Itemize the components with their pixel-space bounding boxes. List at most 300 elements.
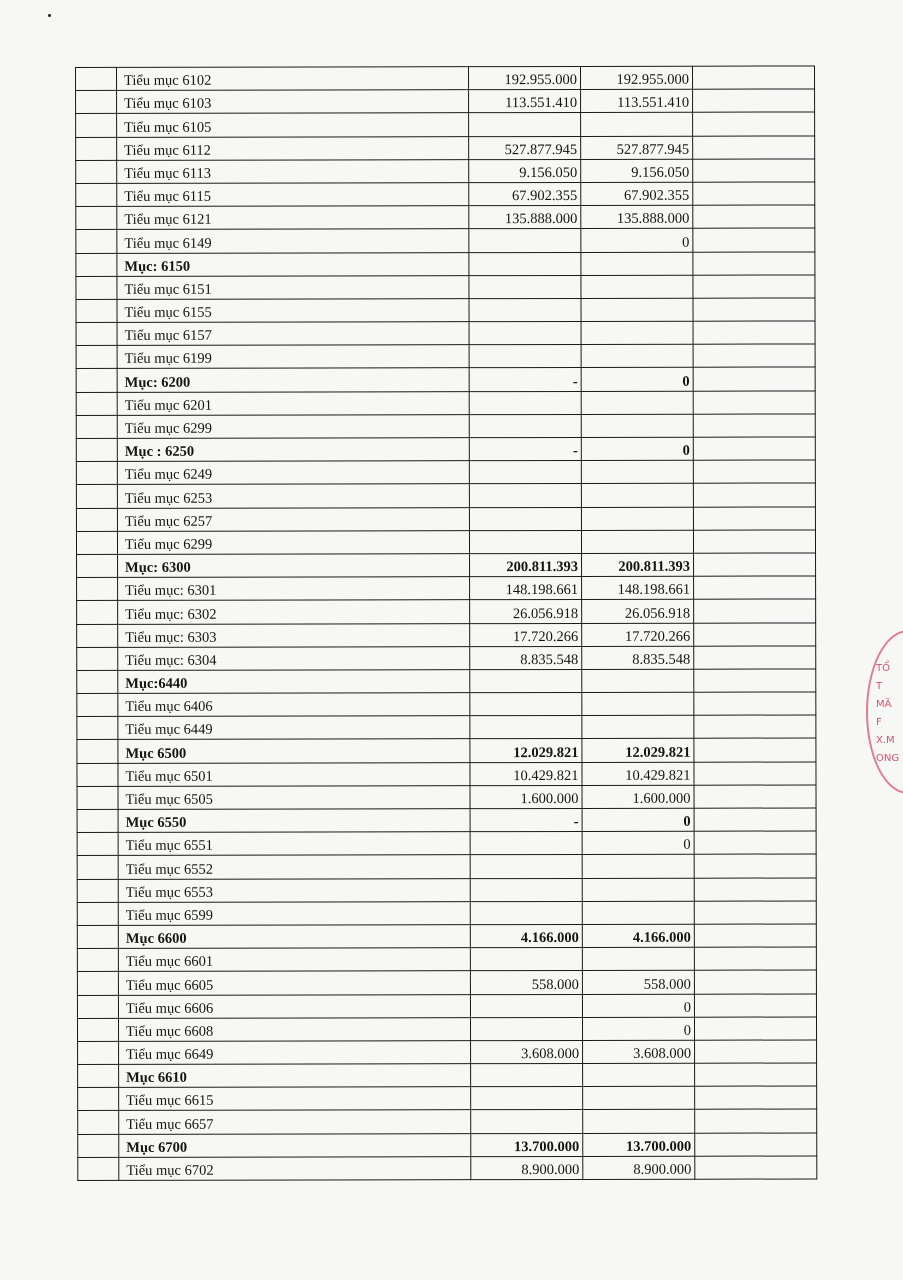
estimate-value-cell <box>469 322 581 345</box>
item-label-cell <box>118 925 470 949</box>
table-row <box>77 669 816 694</box>
actual-value-cell <box>581 530 693 553</box>
note-cell <box>694 785 816 808</box>
stt-cell <box>77 578 118 601</box>
estimate-value-cell <box>470 762 582 785</box>
estimate-value-text: 13.700.000 <box>513 1138 580 1155</box>
estimate-value-cell <box>470 855 582 878</box>
note-cell <box>693 321 815 344</box>
actual-value-text: 4.166.000 <box>632 929 691 946</box>
item-label-text: Mục: 6300 <box>125 559 191 577</box>
actual-value-text: 1.600.000 <box>632 790 691 807</box>
stt-cell <box>76 462 117 485</box>
actual-value-cell <box>582 994 694 1017</box>
scan-speck <box>48 14 51 17</box>
stt-cell <box>78 1064 119 1087</box>
item-label-text: Tiểu mục: 6303 <box>125 629 217 646</box>
estimate-value-text: 9.156.050 <box>519 164 578 182</box>
item-label-text: Tiểu mục 6157 <box>124 327 212 345</box>
item-label-cell <box>117 322 469 346</box>
item-label-text: Tiểu mục 6149 <box>124 235 212 252</box>
actual-value-cell <box>583 1040 695 1063</box>
item-label-text: Tiểu mục 6199 <box>124 351 212 368</box>
stt-cell <box>76 276 117 299</box>
note-cell <box>694 599 816 622</box>
estimate-value-cell <box>469 136 581 159</box>
table-row <box>77 715 816 740</box>
item-label-text: Tiểu mục 6615 <box>126 1093 214 1110</box>
actual-value-cell <box>582 924 694 947</box>
item-label-cell <box>117 391 469 415</box>
actual-value-cell <box>583 1156 695 1179</box>
item-label-text: Mục 6500 <box>125 745 187 762</box>
actual-value-cell <box>581 89 693 112</box>
item-label-cell <box>118 646 470 670</box>
note-cell <box>694 901 816 924</box>
actual-value-text: 67.902.355 <box>624 187 690 204</box>
table-row <box>76 367 815 392</box>
note-cell <box>693 414 815 437</box>
table-row <box>76 275 815 300</box>
actual-value-text: 9.156.050 <box>631 164 690 181</box>
estimate-value-cell <box>469 252 581 275</box>
stt-cell <box>78 1041 119 1064</box>
note-cell <box>693 251 815 274</box>
item-label-cell <box>117 252 469 276</box>
stt-cell <box>77 902 118 925</box>
table-row <box>76 437 815 462</box>
item-label-text: Tiểu mục 6113 <box>124 165 211 182</box>
actual-value-cell <box>582 901 694 924</box>
item-label-cell <box>119 1110 471 1134</box>
estimate-value-cell <box>469 159 581 182</box>
item-label-text: Tiểu mục 6151 <box>124 281 212 298</box>
stt-cell <box>77 995 118 1018</box>
actual-value-cell <box>580 66 692 89</box>
stt-cell <box>77 624 118 647</box>
note-cell <box>694 947 816 970</box>
note-cell <box>694 669 816 692</box>
estimate-value-text: 148.198.661 <box>505 582 579 599</box>
item-label-cell <box>118 716 470 740</box>
estimate-value-cell <box>470 901 582 924</box>
note-cell <box>693 159 815 182</box>
actual-value-text: 0 <box>683 813 691 830</box>
actual-value-cell <box>583 1133 695 1156</box>
actual-value-text: 8.900.000 <box>633 1161 692 1178</box>
item-label-text: Mục: 6200 <box>124 374 191 391</box>
item-label-cell <box>118 971 470 995</box>
note-cell <box>694 715 816 738</box>
item-label-cell <box>118 994 470 1018</box>
table-row <box>77 901 816 926</box>
stt-cell <box>76 508 117 531</box>
item-label-cell <box>117 229 469 253</box>
actual-value-text: 0 <box>683 999 691 1016</box>
budget-table-body <box>76 66 817 1181</box>
table-row <box>77 576 816 601</box>
table-row <box>77 646 816 671</box>
note-cell <box>695 1133 817 1156</box>
item-label-text: Tiểu mục 6155 <box>124 304 212 321</box>
table-row <box>76 507 815 532</box>
note-cell <box>693 437 815 460</box>
actual-value-text: 558.000 <box>643 976 691 993</box>
stt-cell <box>76 183 117 206</box>
table-row <box>76 321 815 346</box>
actual-value-cell <box>581 182 693 205</box>
stt-cell <box>76 369 117 392</box>
stt-cell <box>76 485 117 508</box>
table-row <box>77 970 816 995</box>
note-cell <box>694 576 816 599</box>
item-label-cell <box>119 1133 471 1157</box>
item-label-cell <box>117 183 469 207</box>
item-label-text: Tiểu mục 6121 <box>124 212 212 229</box>
estimate-value-text: 527.877.945 <box>504 141 578 158</box>
estimate-value-text: - <box>573 814 579 831</box>
item-label-text: Mục : 6250 <box>124 443 195 461</box>
item-label-cell <box>119 1041 471 1065</box>
item-label-cell <box>117 368 469 392</box>
actual-value-cell <box>582 715 694 738</box>
note-cell <box>695 1086 817 1109</box>
estimate-value-text: 135.888.000 <box>504 211 578 228</box>
actual-value-text: 0 <box>682 442 690 459</box>
note-cell <box>694 993 816 1016</box>
stt-cell <box>77 786 118 809</box>
estimate-value-cell <box>470 808 582 831</box>
actual-value-cell <box>582 600 694 623</box>
note-cell <box>694 924 816 947</box>
item-label-text: Tiểu mục 6112 <box>124 142 211 159</box>
actual-value-cell <box>582 646 694 669</box>
item-label-text: Tiểu mục: 6302 <box>125 606 217 623</box>
stt-cell <box>77 809 118 832</box>
table-row <box>76 228 815 253</box>
estimate-value-text: 8.835.548 <box>520 651 579 668</box>
actual-value-cell <box>583 1086 695 1109</box>
note-cell <box>694 831 816 854</box>
note-cell <box>693 112 815 135</box>
item-label-cell <box>118 554 470 578</box>
item-label-cell <box>118 785 470 809</box>
item-label-cell <box>117 159 469 183</box>
actual-value-cell <box>581 136 693 159</box>
estimate-value-cell <box>470 739 582 762</box>
stt-cell <box>77 972 118 995</box>
note-cell <box>693 298 815 321</box>
table-row <box>78 1086 817 1111</box>
estimate-value-text: 67.902.355 <box>512 188 578 205</box>
estimate-value-text: 10.429.821 <box>513 767 579 784</box>
note-cell <box>695 1109 817 1132</box>
actual-value-cell <box>581 298 693 321</box>
item-label-text: Tiểu mục 6449 <box>125 722 213 739</box>
item-label-text: Tiểu mục 6253 <box>124 490 213 507</box>
item-label-cell <box>117 90 469 114</box>
actual-value-cell <box>581 275 693 298</box>
estimate-value-cell <box>470 1017 582 1040</box>
item-label-text: Tiểu mục 6657 <box>126 1116 214 1133</box>
actual-value-text: 148.198.661 <box>617 582 691 599</box>
table-row <box>76 112 815 137</box>
table-row <box>76 530 815 555</box>
table-row <box>78 1040 817 1065</box>
stt-cell <box>77 1018 118 1041</box>
item-label-text: Tiểu mục 6649 <box>126 1046 214 1063</box>
note-cell <box>693 275 815 298</box>
actual-value-cell <box>581 507 693 530</box>
table-row <box>76 483 815 508</box>
table-row <box>76 251 815 276</box>
table-row <box>77 924 816 949</box>
item-label-text: Tiểu mục 6299 <box>124 420 213 437</box>
note-cell <box>694 553 816 576</box>
item-label-cell <box>119 1156 471 1180</box>
estimate-value-text: - <box>572 373 578 390</box>
item-label-text: Tiểu mục 6505 <box>125 791 213 808</box>
stt-cell <box>77 856 118 879</box>
stt-cell <box>76 230 117 253</box>
stt-cell <box>77 670 118 693</box>
item-label-text: Tiểu mục 6257 <box>124 513 213 530</box>
stt-cell <box>76 392 117 415</box>
actual-value-cell <box>581 437 693 460</box>
stt-cell <box>78 1111 119 1134</box>
item-label-cell <box>118 577 470 601</box>
item-label-text: Tiểu mục 6406 <box>125 698 213 716</box>
table-row <box>76 391 815 416</box>
note-cell <box>694 854 816 877</box>
actual-value-cell <box>581 159 693 182</box>
note-cell <box>693 182 815 205</box>
table-row <box>76 414 815 439</box>
item-label-text: Tiểu mục: 6304 <box>125 652 217 669</box>
actual-value-cell <box>581 460 693 483</box>
estimate-value-cell <box>469 414 581 437</box>
actual-value-text: 0 <box>683 1022 692 1039</box>
item-label-cell <box>117 530 469 554</box>
estimate-value-cell <box>470 646 582 669</box>
actual-value-cell <box>582 808 694 831</box>
estimate-value-text: 1.600.000 <box>520 790 579 808</box>
estimate-value-cell <box>471 1087 583 1110</box>
budget-table <box>75 65 817 1181</box>
note-cell <box>693 460 815 483</box>
actual-value-cell <box>581 391 693 414</box>
item-label-text: Tiểu mục 6105 <box>124 119 212 136</box>
item-label-cell <box>118 809 470 833</box>
stt-cell <box>77 833 118 856</box>
table-row <box>78 1063 817 1088</box>
note-cell <box>694 970 816 993</box>
note-cell <box>694 1017 816 1040</box>
item-label-cell <box>118 762 470 786</box>
table-row <box>78 1156 817 1181</box>
estimate-value-text: 113.551.410 <box>505 95 578 112</box>
actual-value-cell <box>581 252 693 275</box>
note-cell <box>692 66 814 89</box>
table-row <box>76 205 815 230</box>
item-label-cell <box>117 507 469 531</box>
actual-value-text: 113.551.410 <box>617 95 690 112</box>
note-cell <box>694 692 816 715</box>
stt-cell <box>77 740 118 763</box>
actual-value-text: 12.029.821 <box>625 744 691 761</box>
table-row <box>77 808 816 833</box>
estimate-value-cell <box>469 345 581 368</box>
table-row <box>76 136 815 161</box>
item-label-cell <box>118 948 470 972</box>
actual-value-text: 135.888.000 <box>616 211 690 228</box>
estimate-value-text: 192.955.000 <box>504 72 578 89</box>
note-cell <box>693 367 815 390</box>
stt-cell <box>77 693 118 716</box>
estimate-value-cell <box>469 437 581 460</box>
table-row <box>77 831 816 856</box>
table-row <box>77 993 816 1018</box>
estimate-value-cell <box>470 878 582 901</box>
actual-value-text: 0 <box>682 234 690 251</box>
actual-value-cell <box>582 669 694 692</box>
item-label-cell <box>117 438 469 462</box>
item-label-text: Tiểu mục 6201 <box>124 397 213 414</box>
item-label-text: Tiểu mục 6249 <box>124 467 213 484</box>
note-cell <box>693 228 815 251</box>
stt-cell <box>76 137 117 160</box>
estimate-value-cell <box>469 229 581 252</box>
actual-value-cell <box>581 484 693 507</box>
red-seal-stamp-lettering: TỔ T MÃ F X.M ONG <box>876 663 900 764</box>
item-label-cell <box>117 345 469 369</box>
estimate-value-cell <box>470 924 582 947</box>
estimate-value-cell <box>470 971 582 994</box>
estimate-value-cell <box>469 484 581 507</box>
table-row <box>77 553 816 578</box>
item-label-cell <box>118 1017 470 1041</box>
estimate-value-cell <box>469 391 581 414</box>
table-row <box>78 1109 817 1134</box>
actual-value-text: 3.608.000 <box>633 1045 692 1062</box>
actual-value-cell <box>582 623 694 646</box>
estimate-value-cell <box>470 716 582 739</box>
estimate-value-cell <box>470 553 582 576</box>
estimate-value-cell <box>469 182 581 205</box>
actual-value-cell <box>583 1110 695 1133</box>
table-row <box>77 762 816 787</box>
estimate-value-cell <box>470 693 582 716</box>
item-label-cell <box>118 739 470 763</box>
table-row <box>77 947 816 972</box>
estimate-value-cell <box>469 507 581 530</box>
actual-value-cell <box>582 947 694 970</box>
item-label-text: Tiểu mục 6501 <box>125 768 213 785</box>
actual-value-cell <box>582 878 694 901</box>
item-label-cell <box>118 855 470 879</box>
actual-value-text: 8.835.548 <box>632 651 691 668</box>
estimate-value-cell <box>469 66 581 89</box>
actual-value-cell <box>581 414 693 437</box>
actual-value-text: 527.877.945 <box>616 141 690 158</box>
estimate-value-text: - <box>572 443 578 460</box>
estimate-value-cell <box>469 90 581 113</box>
item-label-cell <box>118 670 470 694</box>
actual-value-cell <box>581 368 693 391</box>
estimate-value-cell <box>470 623 582 646</box>
note-cell <box>695 1156 817 1179</box>
actual-value-cell <box>582 971 694 994</box>
table-row <box>77 1017 816 1042</box>
note-cell <box>694 762 816 785</box>
stt-cell <box>76 438 117 461</box>
item-label-cell <box>118 623 470 647</box>
actual-value-cell <box>582 762 694 785</box>
item-label-cell <box>119 1064 471 1088</box>
item-label-text: Mục 6700 <box>126 1139 188 1156</box>
note-cell <box>694 878 816 901</box>
estimate-value-text: 200.811.393 <box>506 559 579 576</box>
stt-cell <box>76 346 117 369</box>
actual-value-text: 13.700.000 <box>625 1138 692 1155</box>
actual-value-text: 0 <box>682 373 690 390</box>
estimate-value-cell <box>471 1156 583 1179</box>
stt-cell <box>78 1134 119 1157</box>
estimate-value-cell <box>469 530 581 553</box>
stt-cell <box>77 763 118 786</box>
stt-cell <box>76 160 117 183</box>
actual-value-text: 17.720.266 <box>624 628 691 645</box>
actual-value-cell <box>582 692 694 715</box>
item-label-cell <box>118 832 470 856</box>
item-label-text: Mục: 6150 <box>124 258 191 275</box>
stt-cell <box>76 253 117 276</box>
actual-value-cell <box>581 344 693 367</box>
stt-cell <box>77 879 118 902</box>
item-label-cell <box>117 67 469 91</box>
actual-value-cell <box>582 831 694 854</box>
item-label-text: Tiểu mục 6103 <box>124 96 212 113</box>
stt-cell <box>78 1157 119 1180</box>
table-row <box>77 692 816 717</box>
note-cell <box>694 808 816 831</box>
actual-value-text: 10.429.821 <box>625 767 691 784</box>
stt-cell <box>76 67 117 90</box>
note-cell <box>695 1040 817 1063</box>
actual-value-cell <box>582 576 694 599</box>
estimate-value-text: 26.056.918 <box>512 605 579 622</box>
item-label-cell <box>118 600 470 624</box>
table-row <box>76 460 815 485</box>
table-row <box>77 878 816 903</box>
table-row <box>76 344 815 369</box>
item-label-text: Tiểu mục 6601 <box>125 954 214 971</box>
estimate-value-cell <box>469 206 581 229</box>
estimate-value-cell <box>471 1110 583 1133</box>
item-label-cell <box>119 1087 471 1111</box>
table-row <box>76 66 815 91</box>
table-row <box>76 182 815 207</box>
estimate-value-cell <box>470 785 582 808</box>
item-label-text: Mục 6600 <box>125 930 187 948</box>
estimate-value-cell <box>471 1133 583 1156</box>
item-label-text: Tiểu mục 6299 <box>124 536 213 553</box>
note-cell <box>693 136 815 159</box>
item-label-text: Tiểu mục 6606 <box>125 1000 214 1017</box>
item-label-text: Tiểu mục 6608 <box>126 1023 214 1040</box>
table-row <box>77 622 816 647</box>
stt-cell <box>77 949 118 972</box>
